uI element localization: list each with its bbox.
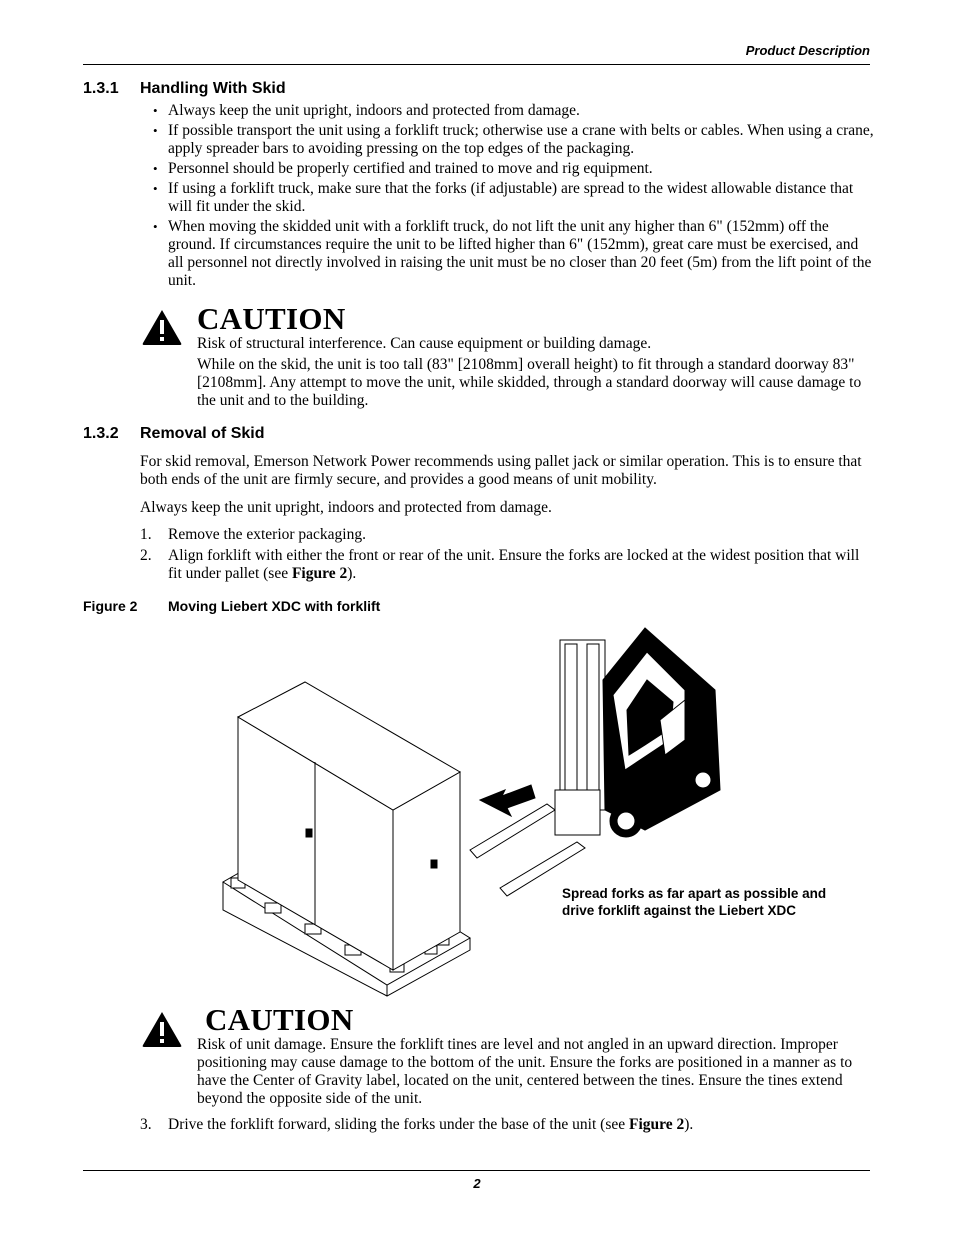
caution-text: Risk of unit damage. Ensure the forklift tines are level and not angled in an upward direction. Improper positioning may cause damage to the bottom of the unit. Ensure the forks are positioned in a manner as to have the Center of Gravity label, located on the unit, centered between the tines. Ensure the tines extend beyond the opposite side of the unit. (197, 1036, 853, 1107)
bullet-item: • If using a forklift truck, make sure that the forks (if adjustable) are spread to the widest allowable distance that will fit under the skid. (150, 180, 874, 216)
step-item (140, 547, 870, 583)
section-number: 1.3.2 (83, 425, 119, 442)
figure-reference: Figure 2 (629, 1116, 685, 1133)
cabinet-unit (238, 682, 460, 970)
annotation-line: drive forklift against the Liebert XDC (562, 903, 797, 918)
figure-reference: Figure 2 (291, 565, 348, 582)
page-number: 2 (473, 1176, 481, 1191)
caution-title: CAUTION (197, 301, 346, 336)
caution-title: CAUTION (205, 1002, 354, 1037)
step-item (140, 1116, 870, 1134)
step-text: Align forklift with either the front or rear of the unit. Ensure the forks are locked at the widest position that will fit under pallet (see (168, 547, 860, 582)
section-title: Removal of Skid (140, 425, 265, 442)
figure-annotation (562, 885, 862, 919)
header-rule (83, 64, 870, 65)
step-item (140, 526, 870, 544)
caution-text: While on the skid, the unit is too tall (83" [2108mm] overall height) to fit through a standard doorway 83" [2108mm]. Any attempt to move the unit, while skidded, through a standard doorway will cause damage to the unit and to the building. (197, 356, 862, 409)
caution-text: Risk of structural interference. Can cause equipment or building damage. (197, 335, 652, 352)
bullet-item: • If possible transport the unit using a forklift truck; otherwise use a crane with belts or cables. When using a crane, apply spreader bars to avoiding pressing on the top edges of the packaging. (150, 122, 874, 158)
step-number: 2. (140, 547, 152, 564)
section-number: 1.3.1 (83, 80, 119, 97)
step-text: Drive the forklift forward, sliding the forks under the base of the unit (see (168, 1116, 629, 1133)
annotation-line: Spread forks as far apart as possible and (562, 886, 827, 901)
section-heading-1-3-1 (83, 80, 286, 98)
forklift-illustration (215, 620, 735, 1000)
step-number: 1. (140, 526, 152, 543)
step-text-end: ). (684, 1116, 694, 1133)
bullet-item: • Always keep the unit upright, indoors and protected from damage. (150, 102, 874, 120)
paragraph: Always keep the unit upright, indoors and protected from damage. (140, 499, 552, 516)
warning-icon (141, 1010, 183, 1048)
paragraph: For skid removal, Emerson Network Power recommends using pallet jack or similar operation. This is to ensure that both ends of the unit are firmly secure, and provides a good means of unit mobility. (140, 453, 862, 488)
section-heading-1-3-2 (83, 425, 264, 443)
forklift-truck (555, 628, 720, 837)
direction-arrow (480, 785, 535, 816)
running-header: Product Description (745, 43, 870, 58)
footer-rule (83, 1170, 870, 1171)
step-text: Remove the exterior packaging. (168, 526, 366, 543)
handling-bullet-list (150, 102, 874, 292)
figure-label: Figure 2 (83, 598, 138, 614)
warning-icon (141, 308, 183, 346)
figure-caption (83, 598, 380, 614)
step-number: 3. (140, 1116, 152, 1133)
figure-title: Moving Liebert XDC with forklift (168, 598, 381, 614)
bullet-item: • Personnel should be properly certified and trained to move and rig equipment. (150, 160, 874, 178)
section-title: Handling With Skid (140, 80, 286, 97)
steps-list (140, 526, 870, 586)
step-text-end: ). (347, 565, 357, 582)
bullet-item: • When moving the skidded unit with a forklift truck, do not lift the unit any higher than 6" (152mm) off the ground. If circumstances require the unit to be lifted higher than 6" (152mm), great care must be exercised, and all personnel not directly involved in raising the unit must be no closer than 20 feet (5m) from the lift point of the unit. (150, 218, 874, 290)
steps-list-continued (140, 1116, 870, 1137)
